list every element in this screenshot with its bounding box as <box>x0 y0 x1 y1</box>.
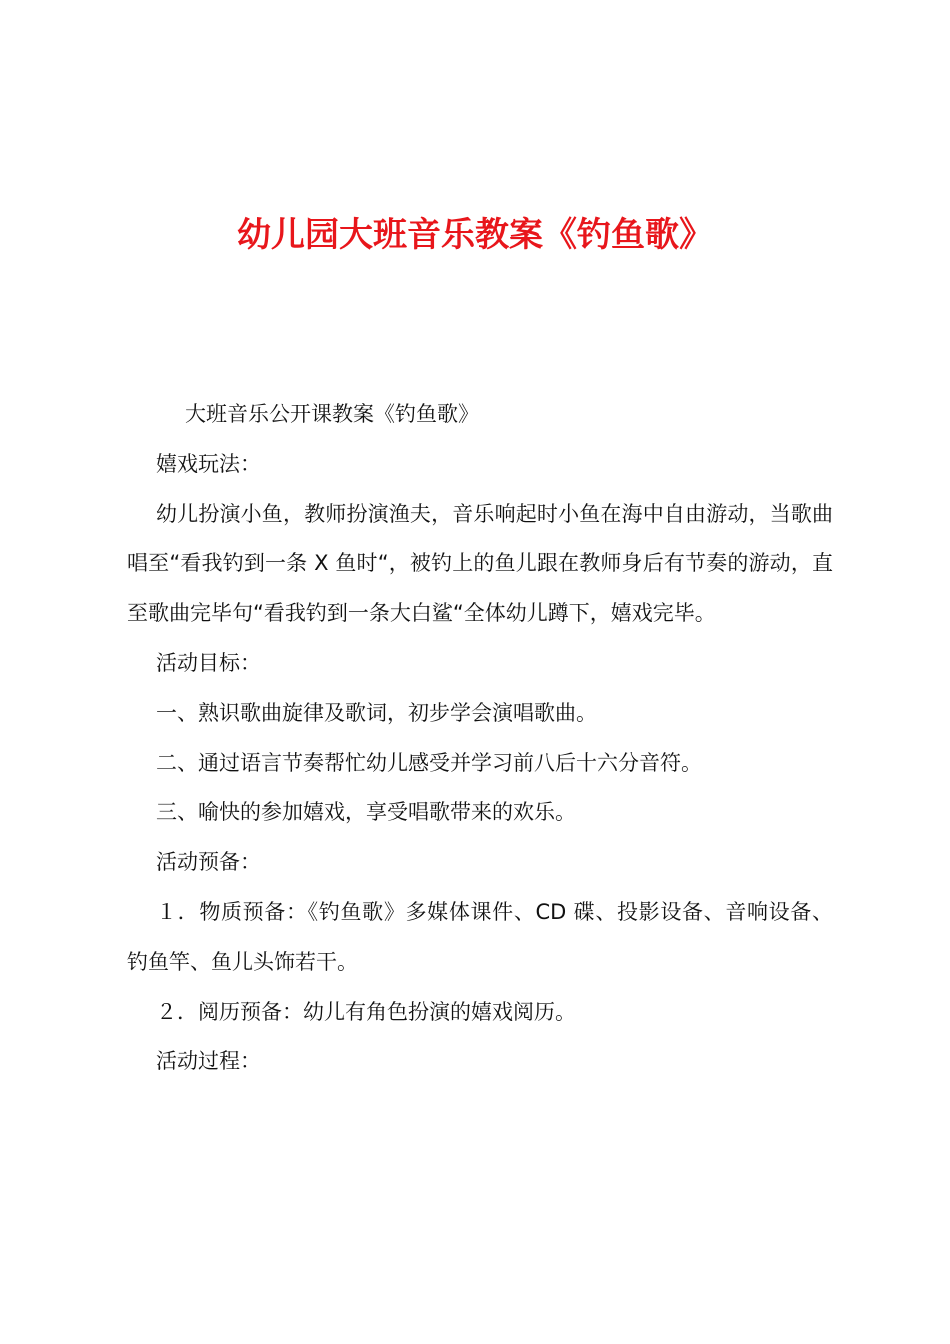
section-heading-process: 活动过程： <box>156 1049 261 1074</box>
goal-item-3: 三、喻快的参加嬉戏，享受唱歌带来的欢乐。 <box>156 800 576 825</box>
document-title: 幼儿园大班音乐教案《钓鱼歌》 <box>237 215 713 255</box>
goal-item-2: 二、通过语言节奏帮忙幼儿感受并学习前八后十六分音符。 <box>156 750 702 775</box>
subtitle-paragraph: 大班音乐公开课教案《钓鱼歌》 <box>185 402 479 426</box>
preparation-item-2: ２．阅历预备：幼儿有角色扮演的嬉戏阅历。 <box>156 999 576 1024</box>
preparation-item-1: １．物质预备：《钓鱼歌》多媒体课件、CD 碟、投影设备、音响设备、钓鱼竿、鱼儿头饰若干。 <box>127 899 833 974</box>
section-heading-activity-goals: 活动目标： <box>156 650 261 675</box>
game-rules-paragraph: 幼儿扮演小鱼，教师扮演渔夫，音乐响起时小鱼在海中自由游动，当歌曲唱至“看我钓到一条 X 鱼时“，被钓上的鱼儿跟在教师身后有节奏的游动，直至歌曲完毕句“看我钓到一条大白鲨“全体幼儿蹲下，嬉戏完毕。 <box>127 501 833 626</box>
goal-item-1: 一、熟识歌曲旋律及歌词，初步学会演唱歌曲。 <box>156 700 597 725</box>
document-body <box>127 390 833 1087</box>
section-heading-preparation: 活动预备： <box>156 850 261 875</box>
section-heading-game-rules: 嬉戏玩法： <box>156 451 261 476</box>
